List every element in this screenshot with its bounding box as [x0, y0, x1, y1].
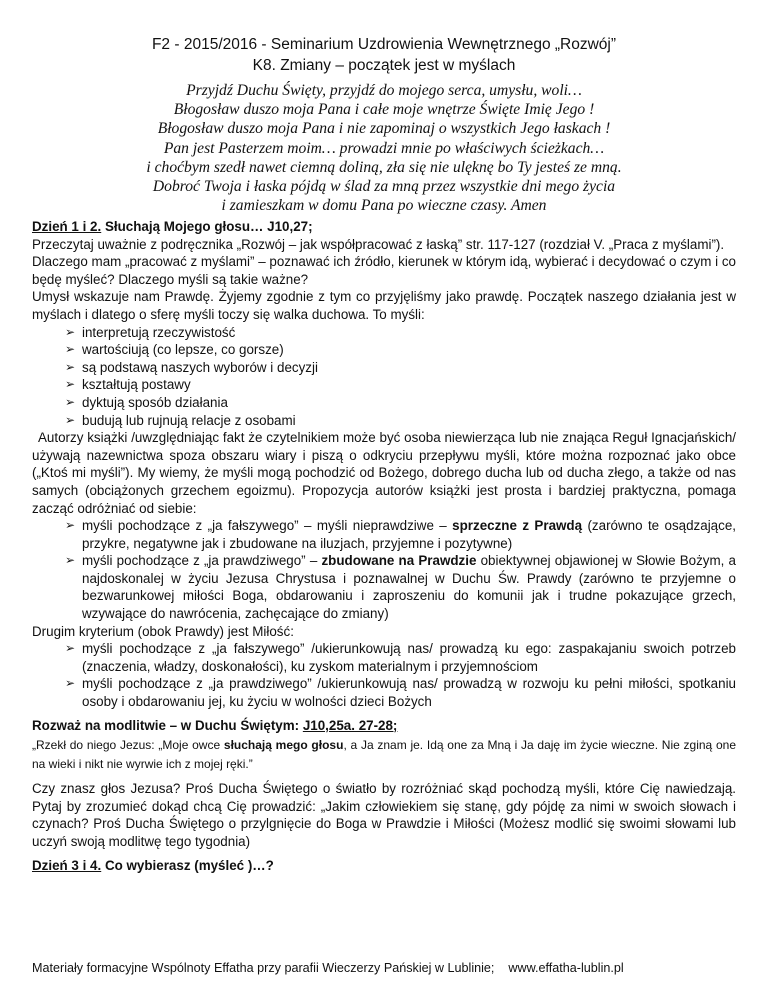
arrow-bullet-icon: ➢	[65, 324, 76, 339]
header-subtitle: K8. Zmiany – początek jest w myślach	[252, 57, 516, 74]
day1-paragraph: Umysł wskazuje nam Prawdę. Żyjemy zgodnie z tym co przyjęliśmy jako prawdę. Początek naszego działania jest w myślach i dlatego o sferę myśli toczy się walka duchowa. To myśli:	[32, 289, 736, 322]
page-footer	[32, 961, 736, 975]
header-title: F2 - 2015/2016 - Seminarium Uzdrowienia Wewnętrznego „Rozwój”	[151, 36, 617, 53]
scripture-reference: J10,25a. 27-28;	[302, 717, 398, 733]
day1-heading	[32, 218, 736, 236]
list-item: ➢ myśli pochodzące z „ja fałszywego” /ukierunkowują nas/ prowadzą ku ego: zaspakajaniu swoich potrzeb (znaczenia, władzy, doskonałości), ku zyskom materialnym i przyjemnościom	[65, 641, 736, 674]
prayer-line: i zamieszkam w domu Pana po wieczne czasy. Amen	[221, 197, 547, 215]
list-item: ➢ dyktują sposób działania	[65, 394, 228, 410]
arrow-bullet-icon: ➢	[65, 377, 76, 392]
prayer-line: i choćbym szedł nawet ciemną doliną, zła się nie ulęknę bo Ty jesteś ze mną.	[146, 158, 622, 176]
arrow-bullet-icon: ➢	[65, 553, 76, 568]
list-item: ➢ interpretują rzeczywistość	[65, 324, 236, 340]
day3-heading	[32, 857, 736, 875]
prayer-line: Dobroć Twoja i łaska pójdą w ślad za mną przez wszystkie dni mego życia	[152, 178, 616, 196]
thoughts-function-list	[32, 324, 736, 430]
scripture-quote: „Rzekł do niego Jezus: „Moje owce słuchają mego głosu, a Ja znam je. Idą one za Mną i Ja daję im życie wieczne. Nie zginą one na wieki i nikt nie wyrwie ich z mojej ręki.”	[32, 738, 737, 772]
list-item: ➢ są podstawą naszych wyborów i decyzji	[65, 359, 318, 375]
prayer-line: Błogosław duszo moja Pana i nie zapominaj o wszystkich Jego łaskach !	[157, 120, 611, 138]
list-item: ➢ wartościują (co lepsze, co gorsze)	[65, 342, 284, 358]
arrow-bullet-icon: ➢	[65, 394, 76, 409]
list-item: ➢ kształtują postawy	[65, 377, 191, 393]
list-item: ➢ myśli pochodzące z „ja fałszywego” – myśli nieprawdziwe – sprzeczne z Prawdą (zarówno te osądzające, przykre, negatywne jak i zbudowane na iluzjach, przyjemne i pozytywne)	[65, 518, 736, 551]
day1-paragraph: Przeczytaj uważnie z podręcznika „Rozwój – jak współpracować z łaską” str. 117-127 (rozdział V. „Praca z myślami”).	[32, 236, 725, 252]
arrow-bullet-icon: ➢	[65, 518, 76, 533]
day1-paragraph: Autorzy książki /uwzględniając fakt że czytelnikiem może być osoba niewierząca lub nie znająca Reguł Ignacjańskich/ używają nazewnictwa spoza obszaru wiary i piszą o odkryciu przepływu myśli, które można rozpoznać jako obce („Ktoś mi myśli”). My wiemy, że myśli mogą pochodzić od Bożego, dobrego ducha lub od ducha złego, a także od nas samych (obciążonych grzechem egoizmu). Propozycja autorów książki jest prosta i bardziej praktyczna, pomaga zacząć odróżniać od siebie:	[32, 430, 736, 516]
truth-criterion-list	[32, 517, 736, 623]
arrow-bullet-icon: ➢	[65, 412, 76, 427]
day1-heading-text: Słuchają Mojego głosu… J10,27;	[101, 219, 313, 234]
arrow-bullet-icon: ➢	[65, 359, 76, 374]
list-item: ➢ myśli pochodzące z „ja prawdziwego” – zbudowane na Prawdzie obiektywnej objawionej w Słowie Bożym, a najdoskonalej w życiu Jezusa Chrystusa i poznawalnej w Duchu Św. Prawdy (zarówno te przyjemne o bezwarunkowej miłości Boga, obdarowaniu i zaproszeniu do komunii jak i trudne pokazujące grzech, wzywające do nawrócenia, zachęcające do zmiany)	[65, 553, 736, 622]
opening-prayer	[0, 81, 768, 215]
prayer-line: Błogosław duszo moja Pana i całe moje wnętrze Święte Imię Jego !	[173, 101, 595, 119]
list-item: ➢ myśli pochodzące z „ja prawdziwego” /ukierunkowują nas/ prowadzą w rozwoju ku pełni miłości, spotkaniu osoby i obdarowaniu jej, ku życiu w wolności dzieci Bożych	[65, 676, 736, 710]
day1-paragraph: Drugim kryterium (obok Prawdy) jest Miłość:	[32, 623, 294, 639]
day3-heading-label: Dzień 3 i 4.	[32, 857, 102, 873]
prayer-line: Pan jest Pasterzem moim… prowadzi mnie po właściwych ścieżkach…	[163, 139, 605, 157]
arrow-bullet-icon: ➢	[65, 641, 76, 656]
footer-text: Materiały formacyjne Wspólnoty Effatha przy parafii Wieczerzy Pańskiej w Lublinie;	[32, 961, 495, 975]
day3-heading-text: Co wybierasz (myśleć )…?	[101, 857, 274, 873]
day1-paragraph: Czy znasz głos Jezusa? Proś Ducha Świętego o światło by rozróżniać skąd pochodzą myśli, które Cię nawiedzają. Pytaj by zrozumieć dokąd chcą Cię prowadzić: „Jakim człowiekiem się stanę, gdy pójdę za nimi w swoich słowach i czynach? Proś Ducha Świętego o przylgnięcie do Boga w Prawdzie i Miłości (Możesz modlić się swoimi słowami lub uczyń swoją modlitwę tego tygodnia)	[32, 781, 736, 849]
meditation-heading: Rozważ na modlitwie – w Duchu Świętym: J10,25a. 27-28;	[32, 717, 398, 733]
day1-heading-label: Dzień 1 i 2.	[32, 219, 102, 234]
arrow-bullet-icon: ➢	[65, 342, 76, 357]
arrow-bullet-icon: ➢	[65, 676, 76, 691]
prayer-line: Przyjdź Duchu Święty, przyjdź do mojego serca, umysłu, woli…	[186, 82, 582, 99]
footer-url: www.effatha-lublin.pl	[508, 961, 624, 975]
main-content	[32, 218, 736, 874]
list-item: ➢ budują lub rujnują relacje z osobami	[65, 412, 296, 428]
document-header	[0, 34, 768, 76]
love-criterion-list	[32, 640, 736, 710]
day1-paragraph: Dlaczego mam „pracować z myślami” – poznawać ich źródło, kierunek w którym idą, wybierać i decydować o czym i co będę myśleć? Dlaczego myśli są takie ważne?	[32, 254, 736, 287]
